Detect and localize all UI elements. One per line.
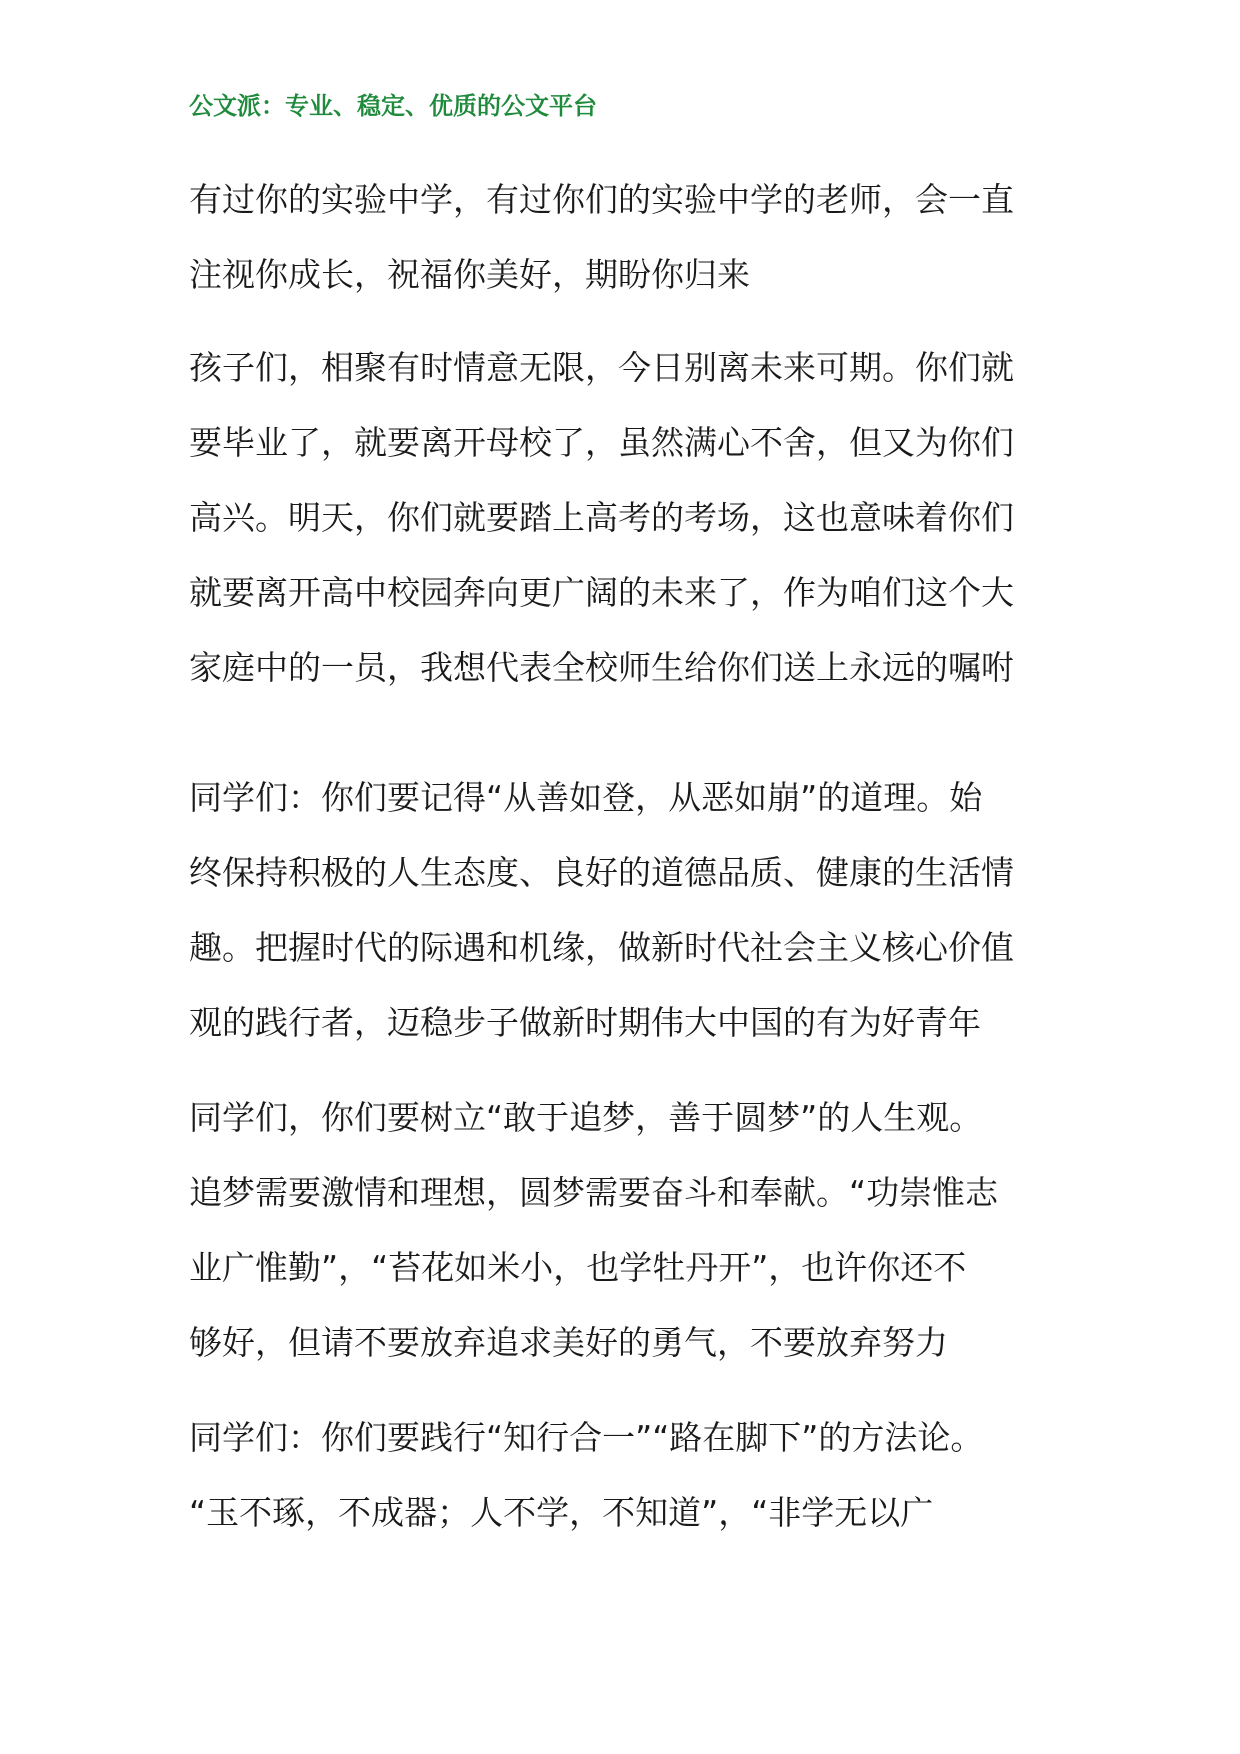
paragraph-spacer: [189, 705, 1069, 760]
document-body: [189, 162, 1069, 1550]
text-line: 高兴。明天，你们就要踏上高考的考场，这也意味着你们: [189, 498, 1014, 537]
paragraph-3: [189, 760, 1069, 1060]
paragraph-2: [189, 330, 1069, 705]
text-line: 有过你的实验中学，有过你们的实验中学的老师，会一直: [189, 180, 1014, 219]
text-line: 终保持积极的人生态度、良好的道德品质、健康的生活情: [189, 853, 1014, 892]
text-line: 同学们：你们要记得“从善如登，从恶如崩”的道理。始: [189, 778, 983, 817]
paragraph-5: [189, 1400, 1069, 1550]
page-header-title: 公文派：专业、稳定、优质的公文平台: [189, 91, 597, 120]
paragraph-spacer: [189, 312, 1069, 330]
text-line: 同学们，你们要树立“敢于追梦，善于圆梦”的人生观。: [189, 1098, 983, 1137]
text-line: “玉不琢，不成器；人不学，不知道”，“非学无以广: [189, 1493, 934, 1532]
text-line: 孩子们，相聚有时情意无限，今日别离未来可期。你们就: [189, 348, 1014, 387]
paragraph-spacer: [189, 1380, 1069, 1400]
text-line: 追梦需要激情和理想，圆梦需要奋斗和奉献。“功崇惟志: [189, 1173, 999, 1212]
text-line: 趣。把握时代的际遇和机缘，做新时代社会主义核心价值: [189, 928, 1014, 967]
paragraph-4: [189, 1080, 1069, 1380]
text-line: 同学们：你们要践行“知行合一”“路在脚下”的方法论。: [189, 1418, 984, 1457]
text-line: 家庭中的一员，我想代表全校师生给你们送上永远的嘱咐: [189, 648, 1014, 687]
text-line: 够好，但请不要放弃追求美好的勇气，不要放弃努力: [189, 1323, 948, 1362]
paragraph-spacer: [189, 1060, 1069, 1080]
paragraph-1: [189, 162, 1069, 312]
text-line: 业广惟勤”，“苔花如米小，也学牡丹开”，也许你还不: [189, 1248, 967, 1287]
text-line: 观的践行者，迈稳步子做新时期伟大中国的有为好青年: [189, 1003, 981, 1042]
text-line: 就要离开高中校园奔向更广阔的未来了，作为咱们这个大: [189, 573, 1014, 612]
text-line: 注视你成长，祝福你美好，期盼你归来: [189, 255, 750, 294]
text-line: 要毕业了，就要离开母校了，虽然满心不舍，但又为你们: [189, 423, 1014, 462]
